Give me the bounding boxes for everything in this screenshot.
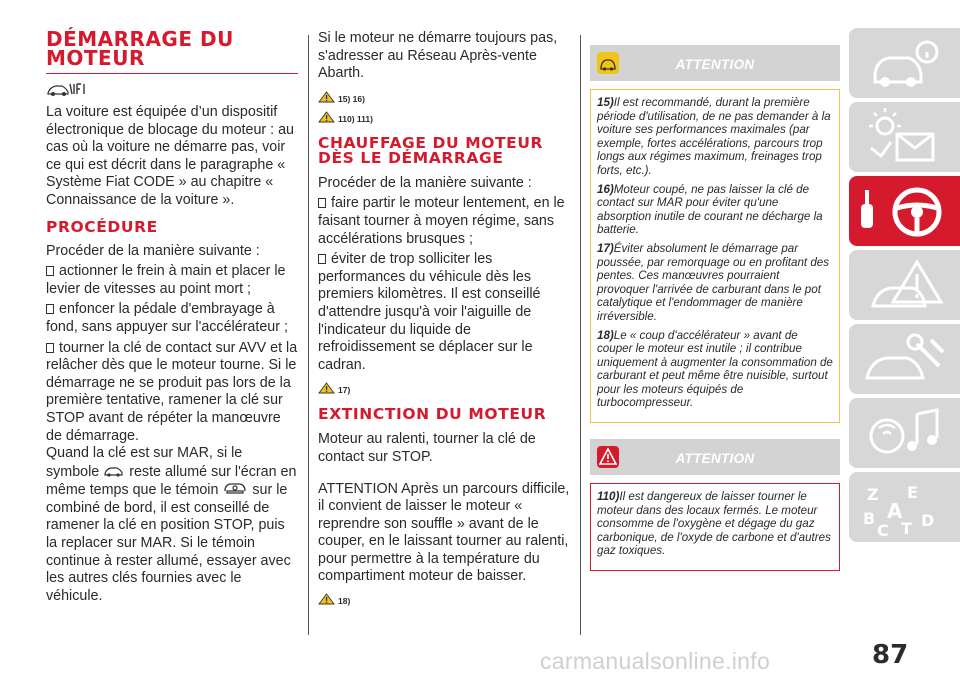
chapter-tab-1[interactable] (849, 28, 960, 98)
warning-text-b: reste allumé sur l'écran en même temps que le témoin (46, 463, 297, 499)
attention-box-1 (590, 89, 840, 423)
warning-refs-2 (318, 111, 570, 125)
engine-stop-heading: EXTINCTION DU MOTEUR (318, 405, 547, 424)
bullet-box-icon (46, 304, 54, 314)
car-wrench-icon (857, 330, 949, 388)
warmup-step-1 (318, 195, 570, 248)
warning-refs-3 (318, 382, 570, 396)
car-key-symbol-icon (103, 463, 125, 477)
attention-item-number: 16) (597, 182, 614, 196)
attention-item-text: Il est dangereux de laisser tourner le moteur dans des locaux fermés. Le moteur consomme de l'oxygène et dégage du gaz carbonique, de l'oxyde de carbone et d'autres gaz toxiques. (597, 490, 831, 558)
car-models-icon (46, 81, 298, 97)
warmup-step-2-text: éviter de trop solliciter les performances du véhicule dès les premiers kilomètres. Il est conseillé d'attendre jusqu'à voir l'aiguille de l'indicateur du liquide de refroidissement se déplacer sur le cadran. (318, 251, 541, 373)
key-steering-wheel-icon (857, 182, 949, 240)
alphabetical-index-icon (857, 478, 949, 536)
attention-item (597, 96, 834, 178)
attention-item-text: Il est recommandé, durant la première période d'utilisation, de ne pas demander à la voiture ses performances maximales (par exemple, fortes accélérations, parcours trop longs aux régimes maximum, freinages trop forts, etc.). (597, 96, 831, 177)
svg-text:C: C (877, 521, 889, 536)
heading-line-1: CHAUFFAGE DU MOTEUR (318, 133, 544, 152)
attention-item-text: Éviter absolument le démarrage par poussée, par remorquage ou en profitant des pentes. Ces manœuvres pourraient provoquer l'arrivée de carburant dans le pot catalytique et l'endommager de manière irréversible. (597, 241, 830, 323)
step-3-text: tourner la clé de contact sur AVV et la relâcher dès que le moteur tourne. Si le démarrage ne se produit pas lors de la première tentative, ramener la clé sur STOP avant de répéter la manœuvre de démarrage. (46, 339, 298, 444)
refs-2-text: 110) 111) (338, 113, 373, 124)
immobilizer-warning-light-icon (222, 481, 248, 495)
watermark: carmanualsonline.info (540, 648, 771, 674)
attention-title-1: ATTENTION (675, 57, 755, 72)
chapter-tab-7[interactable] (849, 472, 960, 542)
attention-header-1 (590, 45, 840, 81)
svg-text:A: A (887, 499, 903, 523)
refs-3-text: 17) (338, 385, 351, 396)
procedure-heading: PROCÉDURE (46, 217, 158, 236)
procedure-lead: Procéder de la manière suivante : (46, 242, 260, 259)
column-divider-2 (580, 35, 581, 635)
step-2-text: enfoncer la pédale d'embrayage à fond, sans appuyer sur l'accélérateur ; (46, 301, 288, 335)
chapter-tab-2[interactable] (849, 102, 960, 172)
chapter-tab-6[interactable] (849, 398, 960, 468)
warmup-step-2 (318, 251, 570, 374)
bullet-box-icon (318, 198, 326, 208)
page-title: DÉMARRAGE DU MOTEUR (46, 27, 234, 70)
column-1 (46, 27, 298, 605)
refs-1-text: 15) 16) (338, 93, 365, 104)
dealer-paragraph: Si le moteur ne démarre toujours pas, s'adresser au Réseau Après-vente Abarth. (318, 30, 558, 82)
attention-item (597, 329, 834, 411)
attention-item-number: 110) (597, 490, 620, 504)
svg-text:B: B (863, 509, 876, 528)
attention-item (597, 183, 834, 237)
warning-refs-1 (318, 91, 570, 105)
attention-title-2: ATTENTION (675, 451, 755, 467)
svg-text:D: D (921, 511, 935, 530)
column-2 (318, 30, 570, 607)
svg-text:Z: Z (867, 485, 879, 504)
dashboard-lights-icon (857, 108, 949, 166)
multimedia-icon (857, 404, 949, 462)
warmup-lead: Procéder de la manière suivante : (318, 174, 532, 191)
refs-4-text: 18) (338, 596, 351, 607)
engine-stop-attention-paragraph: ATTENTION Après un parcours difficile, il convient de laisser le moteur « reprendre son souffle » avant de le couper, en le laissant tourner au ralenti, pour permettre à la température du compartiment moteur de baisser. (318, 480, 570, 585)
warmup-step-1-text: faire partir le moteur lentement, en le faisant tourner à moyen régime, sans accélérations brusques ; (318, 195, 565, 247)
warning-triangle-icon (857, 256, 949, 314)
chapter-tab-5[interactable] (849, 324, 960, 394)
attention-item-text: Le « coup d'accélérateur » avant de couper le moteur est inutile ; il contribue uniquement à augmenter la consommation de carburant et peut même être nuisible, surtout pour les moteurs équipés de turbocompresseur. (597, 328, 833, 410)
page-number: 87 (872, 640, 909, 670)
bullet-box-icon (46, 343, 54, 353)
procedure-step-2 (46, 301, 298, 336)
intro-paragraph: La voiture est équipée d’un dispositif électronique de blocage du moteur : au cas où la voiture ne démarre pas, voir ce qui est décrit dans le paragraphe « Système Fiat CODE » au chapitre « Connaissance de la voiture ». (46, 104, 294, 208)
heading-line-2: DÈS LE DÉMARRAGE (318, 148, 504, 167)
attention-item-text: Moteur coupé, ne pas laisser la clé de contact sur MAR pour éviter qu'une absorption inutile de courant ne décharge la batterie. (597, 182, 823, 237)
attention-item-number: 17) (597, 241, 614, 255)
attention-triangle-icon (318, 382, 335, 394)
bullet-box-icon (318, 254, 326, 264)
svg-text:E: E (907, 483, 918, 502)
column-divider-1 (308, 35, 309, 635)
procedure-step-3 (46, 340, 298, 446)
attention-header-2 (590, 439, 840, 475)
chapter-tab-4[interactable] (849, 250, 960, 320)
car-info-icon (857, 34, 949, 92)
attention-item (597, 242, 834, 324)
bullet-box-icon (46, 266, 54, 276)
attention-box-2 (590, 483, 840, 571)
attention-item-number: 18) (597, 328, 614, 342)
attention-item (597, 490, 834, 558)
chapter-tabs (849, 28, 960, 546)
column-3 (590, 45, 840, 571)
procedure-step-1 (46, 263, 298, 298)
attention-triangle-icon (318, 111, 335, 123)
attention-triangle-icon (318, 91, 335, 103)
engine-warmup-heading (318, 133, 570, 167)
warning-refs-4 (318, 593, 570, 607)
svg-text:T: T (901, 519, 912, 536)
attention-triangle-icon (318, 593, 335, 605)
warning-paragraph (46, 445, 298, 605)
chapter-tab-3[interactable] (849, 176, 960, 246)
warning-text-c: sur le combiné de bord, il est conseillé de ramener la clé en position STOP, puis la replacer sur MAR. Si le témoin continue à rester allumé, essayer avec les autres clés fournies avec le véhicule. (46, 482, 291, 604)
step-1-text: actionner le frein à main et placer le levier de vitesses au point mort ; (46, 263, 286, 297)
engine-stop-paragraph: Moteur au ralenti, tourner la clé de contact sur STOP. (318, 431, 536, 465)
warning-text-a: Quand la clé est sur MAR, si le symbole (46, 445, 243, 480)
title-underline (46, 73, 298, 74)
attention-item-number: 15) (597, 96, 614, 109)
